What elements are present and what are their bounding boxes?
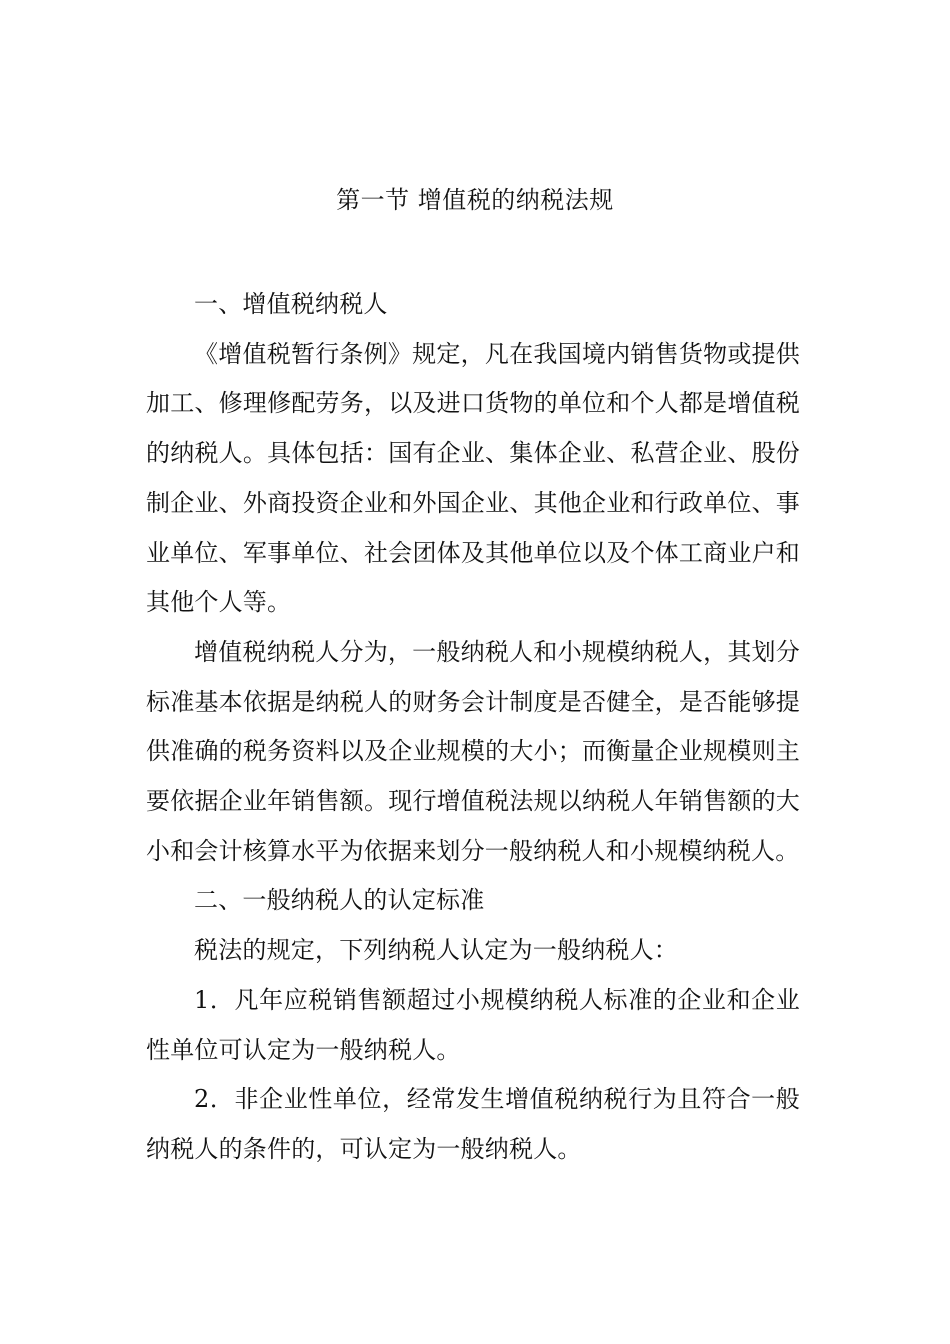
list-item-2: 2．非企业性单位，经常发生增值税纳税行为且符合一般纳税人的条件的，可认定为一般纳税人。 bbox=[146, 1085, 800, 1163]
heading-taxpayer: 一、增值税纳税人 bbox=[194, 290, 388, 318]
paragraph-taxpayer-definition: 《增值税暂行条例》规定，凡在我国境内销售货物或提供加工、修理修配劳务，以及进口货物的单位和个人都是增值税的纳税人。具体包括：国有企业、集体企业、私营企业、股份制企业、外商投资企业和外国企业、其他企业和行政单位、事业单位、军事单位、社会团体及其他单位以及个体工商业户和其他个人等。 bbox=[146, 339, 800, 617]
document-body bbox=[146, 280, 800, 1175]
list-item-1: 1．凡年应税销售额超过小规模纳税人标准的企业和企业性单位可认定为一般纳税人。 bbox=[146, 985, 800, 1064]
paragraph-taxpayer-classification: 增值税纳税人分为，一般纳税人和小规模纳税人，其划分标准基本依据是纳税人的财务会计制度是否健全，是否能够提供准确的税务资料以及企业规模的大小；而衡量企业规模则主要依据企业年销售额。现行增值税法规以纳税人年销售额的大小和会计核算水平为依据来划分一般纳税人和小规模纳税人。 bbox=[146, 637, 800, 865]
heading-general-taxpayer-standard: 二、一般纳税人的认定标准 bbox=[194, 886, 485, 915]
section-title: 第一节 增值税的纳税法规 bbox=[336, 186, 614, 214]
paragraph-rule-intro: 税法的规定，下列纳税人认定为一般纳税人： bbox=[194, 936, 678, 965]
